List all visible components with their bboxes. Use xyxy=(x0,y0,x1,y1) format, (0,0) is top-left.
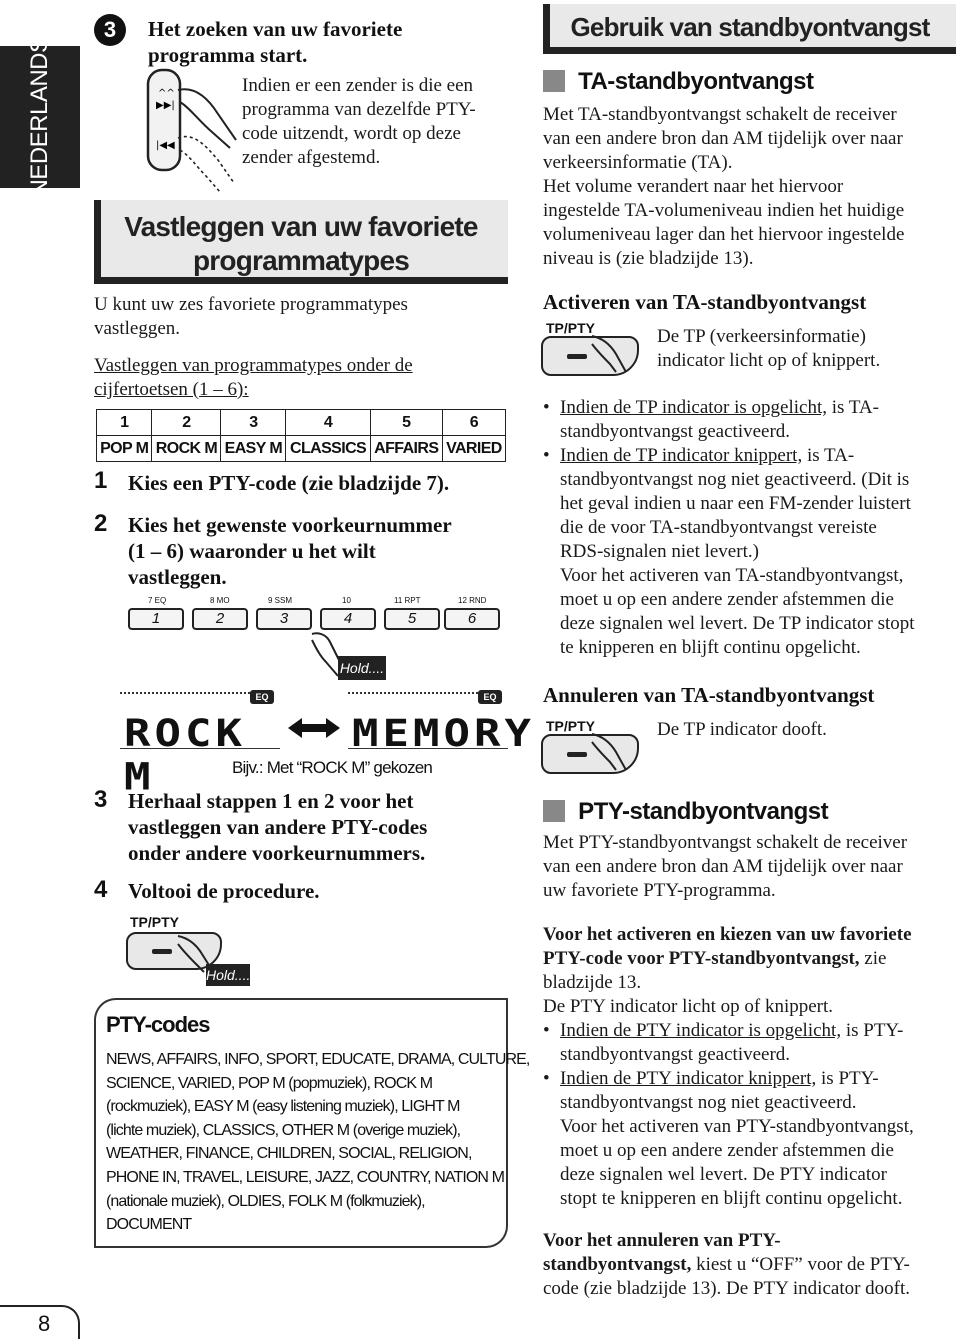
step3-note-line: zender afgestemd. xyxy=(242,147,381,168)
step-line: Kies het gewenste voorkeurnummer xyxy=(128,513,452,537)
preset-button-label: 11 RPT xyxy=(394,596,421,605)
tp-pty-label: TP/PTY xyxy=(546,320,596,336)
svg-text:▶▶|: ▶▶| xyxy=(156,100,175,111)
preset-button-6[interactable] xyxy=(444,608,500,630)
bullet-text: deze signalen wel levert. De TP indicator stopt xyxy=(560,613,915,634)
section-title xyxy=(101,210,501,278)
display-right-baseline xyxy=(348,748,508,749)
section-square-icon xyxy=(543,800,565,822)
pty-codes-line: PHONE IN, TRAVEL, LEISURE, JAZZ, COUNTRY, NATION M xyxy=(106,1168,505,1186)
bullet-text: moet u op een andere zender afstemmen die xyxy=(560,589,894,610)
display-left-dots xyxy=(120,692,270,694)
step-line: Kies een PTY-code (zie bladzijde 7). xyxy=(128,471,450,495)
tp-pty-button-bar xyxy=(567,752,587,757)
bullet-text: Voor het activeren van PTY-standbyontvangst, xyxy=(560,1116,914,1137)
finger-press-illustration xyxy=(590,334,646,374)
preset-button-digit: 6 xyxy=(467,610,477,627)
pty-heading-text: PTY-standbyontvangst xyxy=(578,798,829,825)
example-caption: Bijv.: Met “ROCK M” gekozen xyxy=(232,758,433,777)
display-eq-badge: EQ xyxy=(250,690,274,704)
step3-note-line: programma van dezelfde PTY- xyxy=(242,99,476,120)
pty-indicator-line: De PTY indicator licht op of knippert. xyxy=(543,996,834,1017)
preset-number: 3 xyxy=(221,410,286,436)
finger-press-illustration xyxy=(590,732,646,772)
pty-para1 xyxy=(543,831,907,903)
pty-codes-line: SCIENCE, VARIED, POP M (popmuziek), ROCK M xyxy=(106,1074,433,1092)
step-line: vastleggen van andere PTY-codes xyxy=(128,815,428,839)
step-number: 1 xyxy=(94,467,108,494)
tp-pty-button-bar xyxy=(152,949,172,954)
bullet-text: is PTY- xyxy=(816,1068,879,1089)
preset-number: 2 xyxy=(152,410,221,436)
bullet-underlined: Indien de TP indicator knippert, xyxy=(560,445,803,466)
hold-text: Hold.... xyxy=(206,967,251,983)
pty-para-line: uw favoriete PTY-programma. xyxy=(543,880,776,901)
preset-number: 4 xyxy=(286,410,370,436)
hold-badge xyxy=(338,656,386,680)
pty-bullets xyxy=(543,1019,959,1211)
section-title-line: Vastleggen van uw favoriete xyxy=(124,211,478,242)
step3-note xyxy=(242,74,476,170)
preset-button-digit: 3 xyxy=(279,610,289,627)
display-left xyxy=(120,690,280,799)
pty-codes-title: PTY-codes xyxy=(106,1012,210,1037)
ta-para1 xyxy=(543,103,904,271)
bullet-text: is PTY- xyxy=(841,1020,904,1041)
pty-codes-line: (nationale muziek), OLDIES, FOLK M (folkmuziek), xyxy=(106,1192,425,1210)
swap-arrow-icon xyxy=(288,716,340,740)
preset-button-label: 8 MO xyxy=(210,596,230,605)
ta-para-line: van een andere bron dan AM tijdelijk over naar xyxy=(543,128,903,149)
preset-button-3[interactable] xyxy=(256,608,312,630)
preset-button-label: 7 EQ xyxy=(148,596,167,605)
ta-bullets xyxy=(543,396,959,660)
section-title-line: programmatypes xyxy=(193,245,409,276)
list-item xyxy=(543,444,959,660)
tp-pty-label: TP/PTY xyxy=(130,914,180,930)
preset-button-digit: 4 xyxy=(343,610,353,627)
step-line: Herhaal stappen 1 en 2 voor het xyxy=(128,789,414,813)
preset-number: 1 xyxy=(97,410,152,436)
list-item xyxy=(543,1019,959,1067)
step3-badge xyxy=(94,14,126,46)
subtitle-line: cijfertoetsen (1 – 6): xyxy=(94,379,249,400)
preset-code: POP M xyxy=(97,436,152,462)
preset-number: 6 xyxy=(442,410,505,436)
ta-heading-text: TA-standbyontvangst xyxy=(578,68,814,95)
preset-button-digit: 2 xyxy=(215,610,225,627)
page-number: 8 xyxy=(38,1311,51,1336)
pty-para-line: van een andere bron dan AM tijdelijk over naar xyxy=(543,856,903,877)
preset-button-label: 10 xyxy=(342,596,351,605)
preset-number-row xyxy=(97,410,506,436)
tp-pty-label: TP/PTY xyxy=(546,718,596,734)
step3-note-line: code uitzendt, wordt op deze xyxy=(242,123,461,144)
pty-activate-para xyxy=(543,923,912,1019)
right-banner-title: Gebruik van standbyontvangst xyxy=(570,12,930,42)
pty-activate-text: bladzijde 13. xyxy=(543,972,642,993)
pty-cancel-bold: standbyontvangst, xyxy=(543,1254,692,1275)
preset-number: 5 xyxy=(370,410,442,436)
ta-cancel-note: De TP indicator dooft. xyxy=(657,719,827,740)
hold-text: Hold.... xyxy=(339,660,385,676)
pty-activate-text: zie xyxy=(859,948,887,969)
preset-button-5[interactable] xyxy=(384,608,440,630)
preset-button-label: 9 SSM xyxy=(268,596,293,605)
step-text xyxy=(128,512,452,590)
pty-activate-bold: Voor het activeren en kiezen van uw favoriete xyxy=(543,924,912,945)
preset-button-label: 12 RND xyxy=(458,596,487,605)
ta-cancel-heading: Annuleren van TA-standbyontvangst xyxy=(543,683,875,707)
language-tab xyxy=(0,37,80,197)
bullet-text: die de voor TA-standbyontvangst vereiste xyxy=(560,517,877,538)
preset-code-row xyxy=(97,436,506,462)
bullet-underlined: Indien de TP indicator is opgelicht, xyxy=(560,397,828,418)
step-line: vastleggen. xyxy=(128,565,227,589)
pty-para-line: Met PTY-standbyontvangst schakelt de receiver xyxy=(543,832,908,853)
section-subtitle xyxy=(94,354,413,402)
step3-title-line: programma start. xyxy=(148,43,308,67)
bullet-text: moet u op een andere zender afstemmen die xyxy=(560,1140,894,1161)
pty-cancel-bold: Voor het annuleren van PTY- xyxy=(543,1230,781,1251)
bullet-underlined: Indien de PTY indicator is opgelicht, xyxy=(560,1020,842,1041)
ta-para-line: volumeniveau lager dan het hiervoor ingestelde xyxy=(543,224,905,245)
bullet-text: deze signalen wel levert. De PTY indicator xyxy=(560,1164,887,1185)
display-right-text: MEMORY xyxy=(352,712,535,756)
section-intro xyxy=(94,293,408,341)
step-line: onder andere voorkeurnummers. xyxy=(128,841,426,865)
subtitle-line: Vastleggen van programmatypes onder de xyxy=(94,355,413,376)
ta-para-line: verkeersinformatie (TA). xyxy=(543,152,733,173)
bullet-text: Voor het activeren van TA-standbyontvangst, xyxy=(560,565,904,586)
bullet-text: standbyontvangst geactiveerd. xyxy=(560,1044,791,1065)
svg-text:|◀◀: |◀◀ xyxy=(156,140,175,151)
bullet-text: standbyontvangst geactiveerd. xyxy=(560,421,791,442)
preset-button-digit: 5 xyxy=(407,610,417,627)
step-number: 3 xyxy=(94,786,108,813)
note-line: De TP (verkeersinformatie) xyxy=(657,326,866,347)
bullet-text: standbyontvangst nog niet geactiveerd. xyxy=(560,1092,857,1113)
ta-activate-heading: Activeren van TA-standbyontvangst xyxy=(543,290,867,314)
preset-button-4[interactable] xyxy=(320,608,376,630)
step-text xyxy=(128,878,320,904)
step-number: 4 xyxy=(94,876,108,903)
preset-code: VARIED xyxy=(442,436,505,462)
pty-codes-line: (rockmuziek), EASY M (easy listening muziek), LIGHT M xyxy=(106,1098,460,1116)
ta-activate-note xyxy=(657,325,880,373)
pty-activate-bold: PTY-code voor PTY-standbyontvangst, xyxy=(543,948,860,969)
intro-line: vastleggen. xyxy=(94,318,181,339)
step-line: (1 – 6) waaronder u het wilt xyxy=(128,539,376,563)
pty-heading xyxy=(543,798,828,826)
preset-table xyxy=(96,409,506,462)
list-item xyxy=(543,396,959,444)
pty-cancel-text: code (zie bladzijde 13). De PTY indicator dooft. xyxy=(543,1278,911,1299)
step3-note-line: Indien er een zender is die een xyxy=(242,75,474,96)
display-left-text: ROCK M xyxy=(124,712,246,799)
bullet-text: te knipperen en blijft continu opgelicht. xyxy=(560,637,861,658)
preset-code: CLASSICS xyxy=(286,436,370,462)
bullet-underlined: Indien de PTY indicator knippert, xyxy=(560,1068,817,1089)
step3-title xyxy=(148,16,402,68)
tp-pty-button-bar xyxy=(567,354,587,359)
bullet-text: RDS-signalen niet levert.) xyxy=(560,541,759,562)
pty-codes-list xyxy=(106,1048,529,1237)
section-square-icon xyxy=(543,70,565,92)
pty-codes-line: WEATHER, FINANCE, CHILDREN, SOCIAL, RELIGION, xyxy=(106,1145,472,1163)
step-text xyxy=(128,470,449,496)
ta-heading xyxy=(543,68,813,96)
ta-para-line: Met TA-standbyontvangst schakelt de receiver xyxy=(543,104,897,125)
pty-codes-line: DOCUMENT xyxy=(106,1216,192,1234)
preset-button-2[interactable] xyxy=(192,608,248,630)
step3-badge-num: 3 xyxy=(103,17,117,42)
bullet-text: stopt te knipperen en blijft continu opgelicht. xyxy=(560,1188,903,1209)
display-right-dots xyxy=(348,692,498,694)
display-eq-badge: EQ xyxy=(478,690,502,704)
ta-para-line: Het volume verandert naar het hiervoor xyxy=(543,176,844,197)
step-number: 2 xyxy=(94,510,108,537)
step3-title-line: Het zoeken van uw favoriete xyxy=(148,17,403,41)
pty-cancel-para xyxy=(543,1229,910,1301)
pty-cancel-text: kiest u “OFF” voor de PTY- xyxy=(691,1254,910,1275)
preset-button-1[interactable] xyxy=(128,608,184,630)
bullet-text: het geval indien u naar een FM-zender luistert xyxy=(560,493,911,514)
preset-button-digit: 1 xyxy=(151,610,161,627)
pty-codes-line: NEWS, AFFAIRS, INFO, SPORT, EDUCATE, DRAMA, CULTURE, xyxy=(106,1051,530,1068)
list-item xyxy=(543,1067,959,1211)
step-text xyxy=(128,788,427,866)
step-line: Voltooi de procedure. xyxy=(128,879,320,903)
ta-para-line: niveau is (zie bladzijde 13). xyxy=(543,248,754,269)
preset-code: EASY M xyxy=(221,436,286,462)
svg-text:^^: ^^ xyxy=(158,88,175,99)
language-tab-label: NEDERLANDS xyxy=(26,37,53,197)
display-left-baseline xyxy=(120,748,280,749)
seek-button-illustration xyxy=(140,68,240,193)
pty-codes-line: (lichte muziek), CLASSICS, OTHER M (overige muziek), xyxy=(106,1121,461,1139)
bullet-text: is TA- xyxy=(827,397,879,418)
display-right xyxy=(348,690,535,756)
note-line: indicator licht op of knippert. xyxy=(657,350,881,371)
preset-code: AFFAIRS xyxy=(370,436,442,462)
intro-line: U kunt uw zes favoriete programmatypes xyxy=(94,294,408,315)
preset-code: ROCK M xyxy=(152,436,221,462)
bullet-text: standbyontvangst nog niet geactiveerd. (Dit is xyxy=(560,469,910,490)
bullet-text: is TA- xyxy=(802,445,855,466)
hold-badge xyxy=(206,964,250,986)
ta-para-line: ingestelde TA-volumeniveau indien het huidige xyxy=(543,200,905,221)
